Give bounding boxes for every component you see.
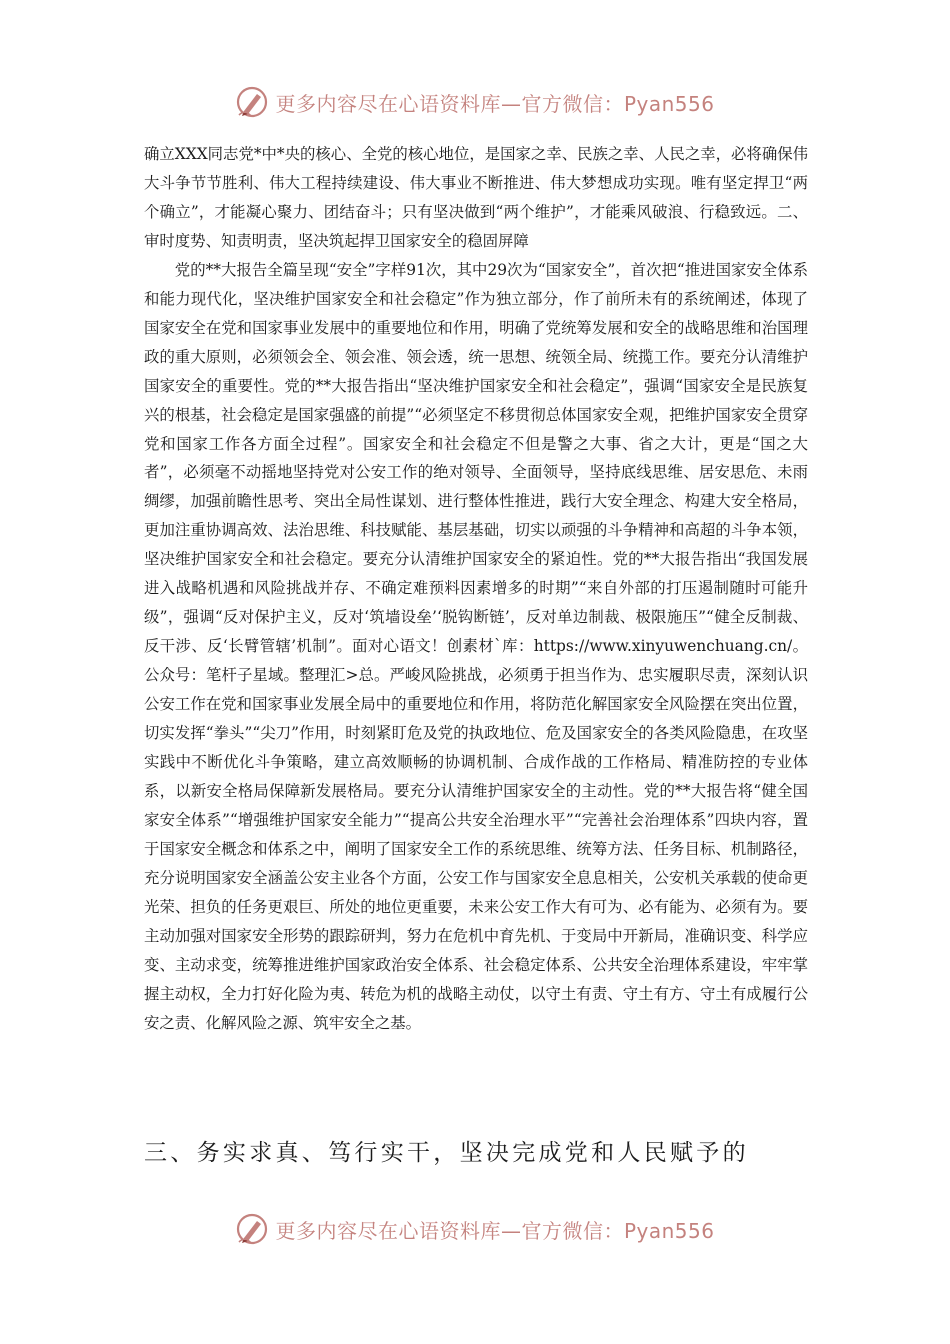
header-banner [0,80,950,124]
paragraph-2: 党的**大报告全篇呈现“安全”字样91次，其中29次为“国家安全”，首次把“推进国家安全体系和能力现代化，坚决维护国家安全和社会稳定”作为独立部分，作了前所未有的系统阐述，体现了国家安全在党和国家事业发展中的重要地位和作用，明确了党统筹发展和安全的战略思维和治国理政的重大原则，必须领会全、领会准、领会透，统一思想、统领全局、统揽工作。要充分认清维护国家安全的重要性。党的**大报告指出“坚决维护国家安全和社会稳定”，强调“国家安全是民族复兴的根基，社会稳定是国家强盛的前提”“必须坚定不移贯彻总体国家安全观，把维护国家安全贯穿党和国家工作各方面全过程”。国家安全和社会稳定不但是警之大事、省之大计，更是“国之大者”，必须毫不动摇地坚持党对公安工作的绝对领导、全面领导，坚持底线思维、居安思危、未雨绸缪，加强前瞻性思考、突出全局性谋划、进行整体性推进，践行大安全理念、构建大安全格局，更加注重协调高效、法治思维、科技赋能、基层基础，切实以顽强的斗争精神和高超的斗争本领，坚决维护国家安全和社会稳定。要充分认清维护国家安全的紧迫性。党的**大报告指出“我国发展进入战略机遇和风险挑战并存、不确定难预料因素增多的时期”“来自外部的打压遏制随时可能升级”，强调“反对保护主义，反对‘筑墙设垒’‘脱钩断链’，反对单边制裁、极限施压”“健全反制裁、反干涉、反‘长臂管辖’机制”。面对心语文！创素材`库：https://www.xinyuwenchuang.cn/。公众号：笔杆子星域。整理汇>总。严峻风险挑战，必须勇于担当作为、忠实履职尽责，深刻认识公安工作在党和国家事业发展全局中的重要地位和作用，将防范化解国家安全风险摆在突出位置，切实发挥“拳头”“尖刀”作用，时刻紧盯危及党的执政地位、危及国家安全的各类风险隐患，在攻坚实践中不断优化斗争策略，建立高效顺畅的协调机制、合成作战的工作格局、精准防控的专业体系，以新安全格局保障新发展格局。要充分认清维护国家安全的主动性。党的**大报告将“健全国家安全体系”“增强维护国家安全能力”“提高公共安全治理水平”“完善社会治理体系”四块内容，置于国家安全概念和体系之中，阐明了国家安全工作的系统思维、统筹方法、任务目标、机制路径，充分说明国家安全涵盖公安主业各个方面，公安工作与国家安全息息相关，公安机关承载的使命更光荣、担负的任务更艰巨、所处的地位更重要，未来公安工作大有可为、必有能为、必须有为。要主动加强对国家安全形势的跟踪研判，努力在危机中育先机、于变局中开新局，准确识变、科学应变、主动求变，统筹推进维护国家政治安全体系、社会稳定体系、公共安全治理体系建设，牢牢掌握主动权，全力打好化险为夷、转危为机的战略主动仗，以守土有责、守土有方、守土有成履行公安之责、化解风险之源、筑牢安全之基。 [144,260,808,1032]
pen-logo-icon [235,1212,269,1246]
pen-logo-icon [235,85,269,119]
footer-banner-text: 更多内容尽在心语资料库—官方微信：Pyan556 [275,1218,715,1243]
paragraph-1: 确立XXX同志党*中*央的核心、全党的核心地位，是国家之幸、民族之幸、人民之幸，必将确保伟大斗争节节胜利、伟大工程持续建设、伟大事业不断推进、伟大梦想成功实现。唯有坚定捍卫“两个确立”，才能凝心聚力、团结奋斗；只有坚决做到“两个维护”，才能乘风破浪、行稳致远。二、审时度势、知责明责，坚决筑起捍卫国家安全的稳固屏障 [144,145,808,250]
document-body [144,140,808,1038]
section-heading: 三、务实求真、笃行实干，坚决完成党和人民赋予的 [144,1140,749,1166]
header-banner-text: 更多内容尽在心语资料库—官方微信：Pyan556 [275,91,715,116]
footer-banner [0,1207,950,1251]
